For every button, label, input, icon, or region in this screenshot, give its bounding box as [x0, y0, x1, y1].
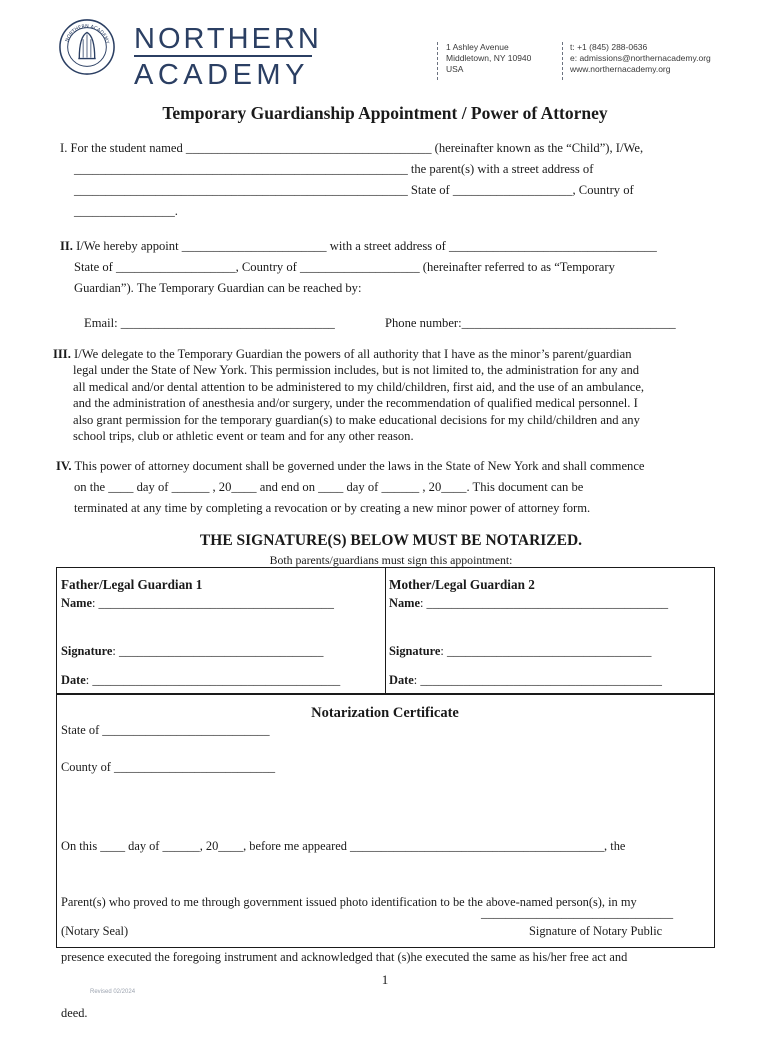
guardian-1-signature-field[interactable]: Signature: _________________________________ — [61, 644, 324, 658]
section-3-label: III. — [53, 347, 71, 361]
section-3-line: school trips, club or athletic event or team and for any other reason. — [73, 429, 414, 444]
notary-signature-line[interactable]: _______________________________ — [481, 906, 674, 920]
page-number: 1 — [381, 972, 389, 987]
notary-body-line: deed. — [61, 1005, 88, 1020]
academy-seal-logo — [58, 18, 116, 76]
section-4-line-1: This power of attorney document shall be governed under the laws in the State of New York and shall commence — [74, 459, 645, 473]
notary-seal-label: (Notary Seal) — [61, 924, 129, 938]
section-2-label: II. — [60, 239, 73, 253]
section-2-line-1[interactable]: I/We hereby appoint _______________________ with a street address of _________________________________ — [76, 239, 657, 253]
section-1-line-2[interactable]: _____________________________________________________ the parent(s) with a street address of — [74, 162, 594, 176]
guardian-1-name-field[interactable]: Name: ______________________________________ — [61, 596, 334, 610]
notary-signature-caption: Signature of Notary Public — [529, 924, 663, 938]
address-block — [446, 42, 531, 75]
guardian-2-signature-field[interactable]: Signature: _________________________________ — [389, 644, 652, 658]
brand-line-2: ACADEMY — [134, 59, 309, 91]
brand-line-1: NORTHERN — [134, 23, 322, 55]
section-3-line: and the administration of anesthesia and/or surgery, under the recommendation of qualified medical personnel. I — [73, 396, 638, 411]
guardian-1-date-field[interactable]: Date: ________________________________________ — [61, 673, 341, 687]
notarized-notice: THE SIGNATURE(S) BELOW MUST BE NOTARIZED. — [199, 532, 583, 549]
document-title: Temporary Guardianship Appointment / Power of Attorney — [162, 103, 608, 123]
section-4-line-2[interactable]: on the ____ day of ______ , 20____ and end on ____ day of ______ , 20____. This document can be — [74, 480, 584, 494]
notary-heading: Notarization Certificate — [311, 705, 459, 721]
phone-field[interactable]: Phone number:__________________________________ — [385, 316, 676, 330]
revised-date: Revised 02/2024 — [90, 989, 136, 995]
section-1-line-3[interactable]: _____________________________________________________ State of ___________________, Country of — [74, 183, 634, 197]
signature-table-divider — [385, 567, 386, 694]
section-3-line: also grant permission for the temporary guardian(s) to make educational decisions for my child/children and any — [73, 412, 640, 427]
section-1-line-4[interactable]: ________________. — [74, 204, 178, 218]
section-2-line-2[interactable]: State of ___________________, Country of ___________________ (hereinafter referred to as “Temporary — [74, 260, 615, 274]
guardian-2-heading: Mother/Legal Guardian 2 — [389, 577, 535, 592]
notary-body-line: presence executed the foregoing instrument and acknowledged that (s)he executed the same as his/her free act and — [61, 950, 628, 964]
divider-1 — [437, 42, 438, 80]
address-line-3: USA — [446, 64, 464, 74]
guardian-2-name-field[interactable]: Name: _______________________________________ — [389, 596, 669, 610]
section-1-label: I. — [60, 141, 68, 155]
section-2 — [60, 236, 657, 257]
notice-subtitle: Both parents/guardians must sign this appointment: — [269, 553, 513, 567]
brand-rule — [134, 55, 312, 57]
phone-text: t: +1 (845) 288-0636 — [570, 42, 648, 52]
section-3-line: legal under the State of New York. This permission includes, but is not limited to, the administration for any and — [73, 363, 640, 378]
guardian-2-date-field[interactable]: Date: _______________________________________ — [389, 673, 662, 687]
notary-body-line: Parent(s) who proved to me through government issued photo identification to be the above-named person(s), in my — [61, 894, 637, 909]
section-4-line-3: terminated at any time by completing a revocation or by creating a new minor power of attorney form. — [74, 501, 591, 515]
section-3-line: I/We delegate to the Temporary Guardian the powers of all authority that I have as the minor’s parent/guardian — [74, 347, 632, 361]
section-1-line-1[interactable]: For the student named _______________________________________ (hereinafter known as the “Child”), I/We, — [70, 141, 644, 155]
divider-2 — [562, 42, 563, 80]
section-3-line: all medical and/or dental attention to be administered to my child/children, first aid, and the use of an ambulance, — [73, 379, 645, 394]
website-link[interactable]: www.northernacademy.org — [570, 64, 671, 74]
section-3 — [53, 346, 713, 444]
notary-body-line[interactable]: On this ____ day of ______, 20____, before me appeared _________________________________________, the — [61, 839, 626, 853]
section-2-line-3: Guardian”). The Temporary Guardian can be reached by: — [74, 281, 362, 295]
section-4-label: IV. — [56, 459, 72, 473]
notary-state-field[interactable]: State of ___________________________ — [61, 723, 270, 737]
guardian-1-heading: Father/Legal Guardian 1 — [61, 577, 203, 592]
section-1 — [60, 138, 643, 159]
notary-county-field[interactable]: County of __________________________ — [61, 760, 276, 774]
section-4 — [56, 456, 645, 477]
brand-wordmark — [134, 24, 322, 90]
contact-block — [570, 42, 711, 75]
seal-text: NORTHERN ACADEMY — [65, 24, 110, 45]
email-field[interactable]: Email: __________________________________ — [84, 316, 335, 330]
address-line-2: Middletown, NY 10940 — [446, 53, 532, 63]
address-line-1: 1 Ashley Avenue — [446, 42, 509, 52]
email-link[interactable]: e: admissions@northernacademy.org — [570, 53, 711, 63]
